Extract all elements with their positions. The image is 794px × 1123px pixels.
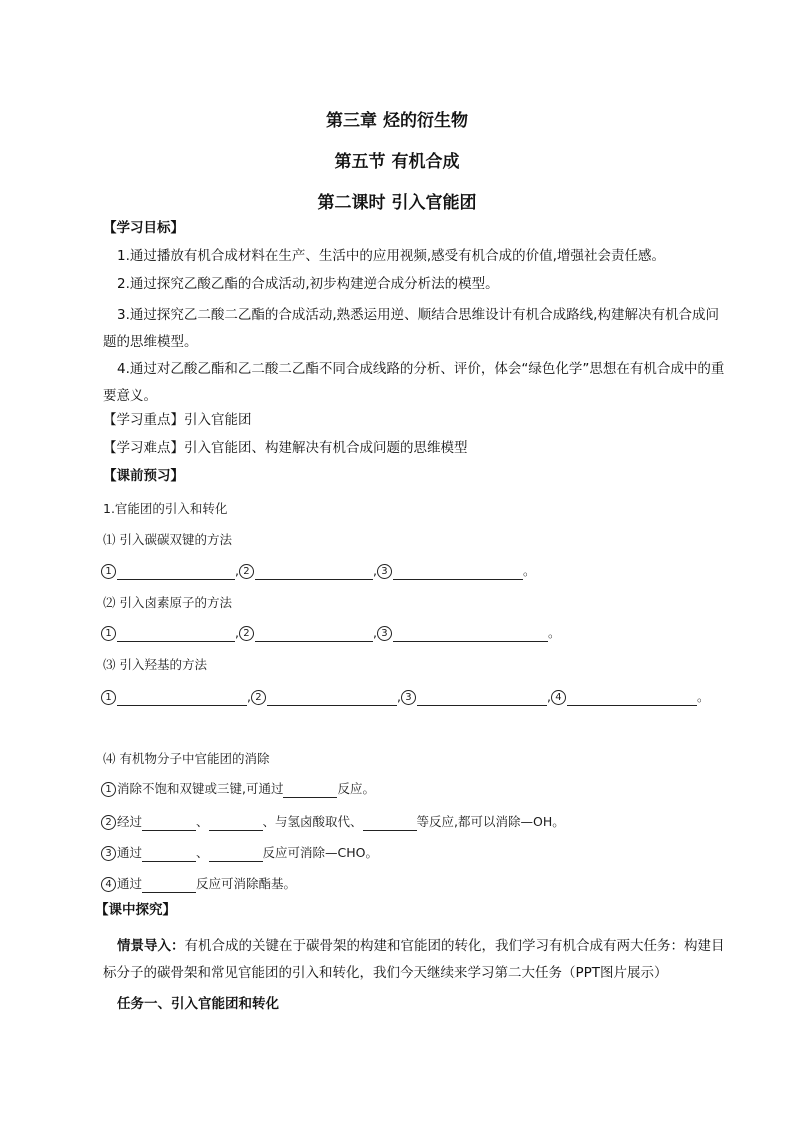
answer-blank[interactable] <box>363 816 417 831</box>
elim-row-1 <box>101 780 375 798</box>
marker-3: 3 <box>101 846 116 861</box>
answer-blank[interactable] <box>117 691 247 706</box>
intro-text: 有机合成的关键在于碳骨架的构建和官能团的转化，我们学习有机合成有两大任务：构建目标分子的碳骨架和常见官能团的引入和转化，我们今天继续来学习第二大任务（PPT图片展示） <box>103 938 725 981</box>
period: 。 <box>547 625 561 640</box>
preview-heading: 【课前预习】 <box>103 468 184 484</box>
answer-blank[interactable] <box>142 816 196 831</box>
answer-blank[interactable] <box>209 847 263 862</box>
elim-text: 反应可消除酯基。 <box>196 876 297 891</box>
comma: , <box>235 563 239 578</box>
marker-2: 2 <box>101 815 116 830</box>
answer-blank[interactable] <box>117 627 235 642</box>
comma: , <box>372 563 377 578</box>
answer-blank[interactable] <box>255 627 373 642</box>
marker-4: 4 <box>101 877 116 892</box>
objectives-heading: 【学习目标】 <box>103 220 184 236</box>
lesson-title: 第二课时 引入官能团 <box>317 193 477 213</box>
marker-3: 3 <box>401 690 416 705</box>
answer-blank[interactable] <box>283 783 337 798</box>
task1-heading: 任务一、引入官能团和转化 <box>117 996 279 1012</box>
explore-intro <box>103 933 725 987</box>
answer-blank[interactable] <box>393 565 523 580</box>
answer-row-1 <box>101 562 535 580</box>
answer-row-2 <box>101 624 560 642</box>
period: 。 <box>696 689 710 704</box>
difficulty <box>103 438 468 458</box>
marker-3: 3 <box>377 564 392 579</box>
preview-sub1: ⑴ 引入碳碳双键的方法 <box>103 532 232 547</box>
preview-sub2: ⑵ 引入卤素原子的方法 <box>103 595 232 610</box>
preview-q1: 1.官能团的引入和转化 <box>103 501 228 516</box>
marker-2: 2 <box>251 690 266 705</box>
elim-text: 、 <box>196 845 209 860</box>
elim-row-3 <box>101 844 378 862</box>
marker-2: 2 <box>239 564 254 579</box>
answer-blank[interactable] <box>417 691 547 706</box>
elim-text: 反应。 <box>337 781 375 796</box>
key-point <box>103 410 252 430</box>
marker-1: 1 <box>101 782 116 797</box>
answer-blank[interactable] <box>267 691 397 706</box>
elim-text: 反应可消除—CHO。 <box>262 845 378 860</box>
preview-sub3: ⑶ 引入羟基的方法 <box>103 657 207 672</box>
preview-sub4: ⑷ 有机物分子中官能团的消除 <box>103 751 270 766</box>
objective-3: 3.通过探究乙二酸二乙酯的合成活动,熟悉运用逆、顺结合思维设计有机合成路线,构建解决有机合成问题的思维模型。 <box>103 307 719 350</box>
comma: , <box>235 625 239 640</box>
intro-label: 情景导入： <box>117 938 185 954</box>
elim-text: 等反应,都可以消除—OH。 <box>416 814 565 829</box>
answer-blank[interactable] <box>209 816 263 831</box>
elim-row-4 <box>101 875 296 893</box>
objective-2: 2.通过探究乙酸乙酯的合成活动,初步构建逆合成分析法的模型。 <box>117 276 499 292</box>
answer-row-3 <box>101 688 709 706</box>
comma: , <box>396 689 401 704</box>
answer-blank[interactable] <box>255 565 373 580</box>
section-title: 第五节 有机合成 <box>334 152 460 172</box>
explore-heading: 【课中探究】 <box>95 902 176 918</box>
period: 。 <box>522 563 536 578</box>
difficulty-label: 【学习难点】 <box>103 440 184 456</box>
answer-blank[interactable] <box>393 627 548 642</box>
objective-4: 4.通过对乙酸乙酯和乙二酸二乙酯不同合成线路的分析、评价，体会“绿色化学”思想在有机合成中的重要意义。 <box>103 361 725 404</box>
elim-text: 、与氢卤酸取代、 <box>262 814 363 829</box>
elim-text: 通过 <box>117 876 143 891</box>
elim-row-2 <box>101 813 565 831</box>
comma: , <box>372 625 377 640</box>
marker-3: 3 <box>377 626 392 641</box>
elim-text: 消除不饱和双键或三键,可通过 <box>117 781 284 796</box>
elim-text: 经过 <box>117 814 143 829</box>
key-point-label: 【学习重点】 <box>103 412 184 428</box>
answer-blank[interactable] <box>567 691 697 706</box>
marker-2: 2 <box>239 626 254 641</box>
answer-blank[interactable] <box>117 565 235 580</box>
marker-4: 4 <box>551 690 566 705</box>
objective-1: 1.通过播放有机合成材料在生产、生活中的应用视频,感受有机合成的价值,增强社会责任感。 <box>117 248 665 264</box>
key-point-text: 引入官能团 <box>184 412 252 428</box>
answer-blank[interactable] <box>142 878 196 893</box>
marker-1: 1 <box>101 564 116 579</box>
elim-text: 通过 <box>117 845 143 860</box>
marker-1: 1 <box>101 626 116 641</box>
chapter-title: 第三章 烃的衍生物 <box>326 111 468 131</box>
comma: , <box>247 689 251 704</box>
difficulty-text: 引入官能团、构建解决有机合成问题的思维模型 <box>184 440 468 456</box>
marker-1: 1 <box>101 690 116 705</box>
comma: , <box>546 689 551 704</box>
answer-blank[interactable] <box>142 847 196 862</box>
elim-text: 、 <box>196 814 209 829</box>
